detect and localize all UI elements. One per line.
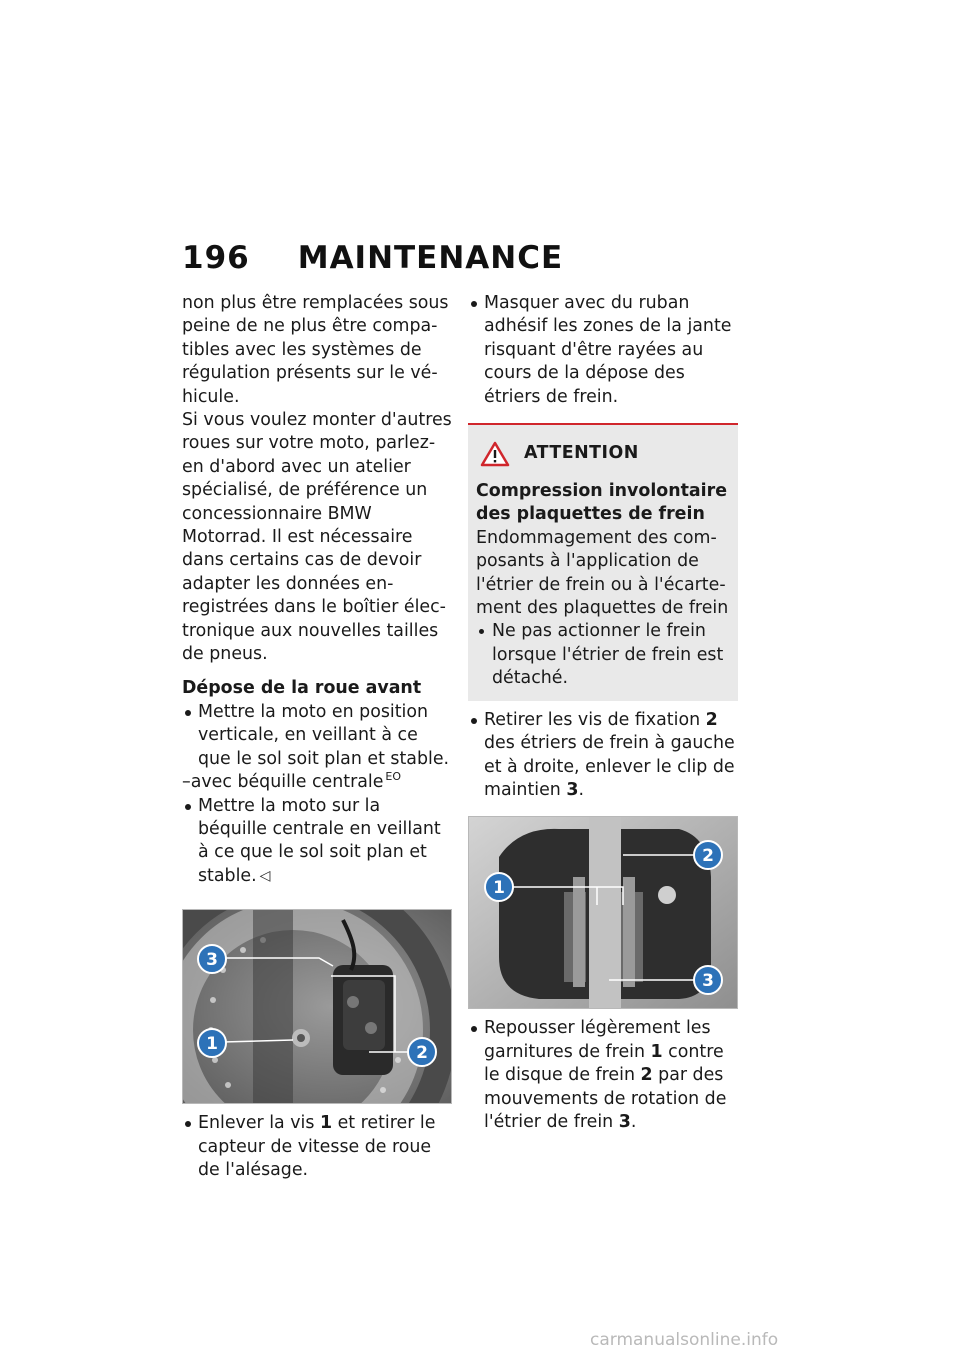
wheels-paragraph: Si vous voulez monter d'autres roues sur votre moto, parlez-en d'abord avec un atelier spécialisé, de préférence un concessionnaire BMW Motorrad. Il est nécessaire dans certains cas de devoir adapter les données enregistrées dans le boîtier électronique aux nouvelles tailles de pneus. (182, 410, 452, 665)
option-label: avec béquille centrale (190, 772, 384, 793)
right-column (468, 292, 738, 1134)
figure-marker-1: 1 (493, 878, 505, 899)
attention-header (476, 441, 730, 467)
ref-number: 3 (566, 779, 579, 800)
ref-number: 3 (618, 1111, 631, 1132)
step-centre-stand (182, 795, 454, 889)
option-superscript: EO (385, 770, 402, 784)
step-remove-sensor-text: Enlever la vis (198, 1113, 320, 1134)
left-column (182, 292, 454, 1182)
step-remove-screws-text-end: . (578, 779, 584, 800)
step-push-pads (468, 1017, 738, 1134)
procedure-heading: Dépose de la roue avant (182, 677, 422, 698)
attention-instruction: Ne pas actionner le frein lorsque l'étrier de frein est détaché. (476, 620, 730, 690)
warning-triangle-icon (480, 441, 510, 467)
step-remove-sensor (182, 1112, 454, 1182)
brake-caliper-photo (183, 910, 451, 1103)
figure-marker-3: 3 (206, 950, 218, 971)
intro-paragraph: non plus être remplacées sous peine de ne plus être compatibles avec les systèmes de régulation présents sur le véhicule. (182, 293, 449, 407)
step-upright: Mettre la moto en position verticale, en veillant à ce que le sol soit plan et stable. (182, 701, 454, 771)
ref-number: 2 (705, 709, 718, 730)
attention-subtitle: Compression involontaire des plaquettes de frein (476, 481, 727, 525)
ref-number: 2 (640, 1065, 653, 1086)
brake-pads-photo (469, 817, 737, 1008)
attention-box (468, 423, 738, 701)
step-centre-stand-text: Mettre la moto sur la béquille centrale en veillant à ce que le sol soit plan et stable. (198, 795, 441, 886)
step-push-pads-text: Repousser légèrement les garnitures de frein (484, 1018, 711, 1062)
figure-marker-2: 2 (702, 846, 714, 867)
attention-title: ATTENTION (524, 443, 639, 464)
step-remove-screws-text: Retirer les vis de fixation (484, 709, 706, 730)
figure-marker-2: 2 (416, 1043, 428, 1064)
figure-marker-1: 1 (206, 1034, 218, 1055)
step-remove-screws-text-mid: des étriers de frein à gauche et à droite, enlever le clip de maintien (484, 733, 735, 800)
option-centre-stand: –avec béquille centrale $^{EO}$ (182, 770, 402, 793)
figure-front-brake-caliper (182, 909, 452, 1104)
step-mask-rim: Masquer avec du ruban adhésif les zones de la jante risquant d'être rayées au cours de la dépose des étriers de frein. (468, 292, 738, 409)
watermark: carmanualsonline.info (590, 1330, 779, 1350)
step-push-pads-text-mid2: par des mouvements de rotation de l'étrier de frein (484, 1065, 727, 1132)
page-header (182, 240, 563, 280)
ref-number: 1 (319, 1113, 333, 1134)
step-remove-sensor-text-end: et retirer le capteur de vitesse de roue de l'alésage. (198, 1113, 436, 1180)
step-remove-screws (468, 709, 738, 803)
figure-marker-3: 3 (702, 971, 714, 992)
figure-brake-pads (468, 816, 738, 1009)
step-push-pads-text-mid: contre le disque de frein (484, 1041, 724, 1086)
step-push-pads-text-end: . (630, 1111, 637, 1132)
end-of-procedure-icon: ◁ (259, 867, 271, 884)
section-title: MAINTENANCE (297, 240, 564, 276)
ref-number: 1 (650, 1041, 663, 1062)
attention-consequence: Endommagement des composants à l'application de l'étrier de frein ou à l'écartement des plaquettes de frein (476, 527, 729, 619)
page-number: 196 (182, 240, 250, 276)
